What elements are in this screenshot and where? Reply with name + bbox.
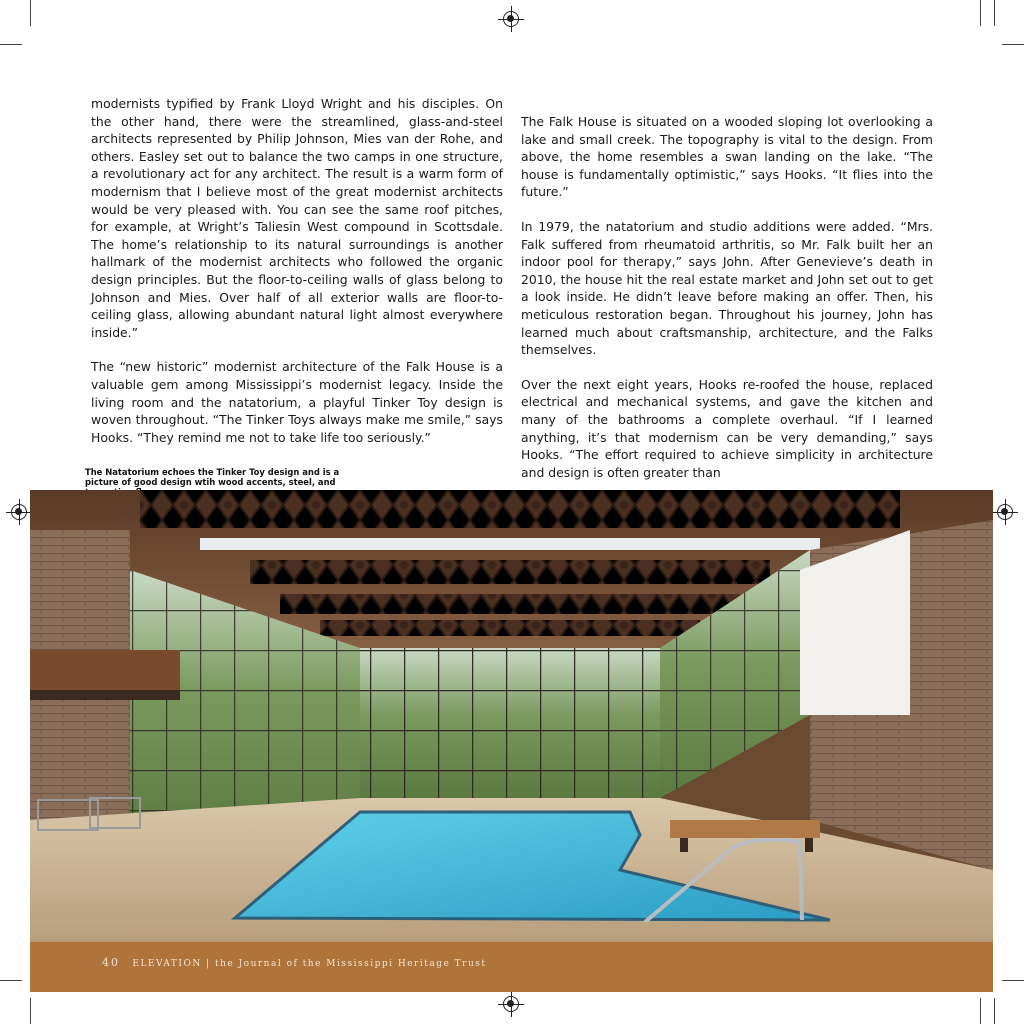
registration-mark-icon	[997, 504, 1013, 520]
page-footer	[30, 942, 993, 992]
paragraph: Over the next eight years, Hooks re-roofed the house, replaced electrical and mechanical systems, and gave the kitchen and many of the bathrooms a complete overhaul. “If I learned anything, it’s that modernism can be very demanding,” says Hooks. “The effort required to achieve simplicity in architecture and design is often greater than	[521, 376, 933, 480]
page-number: 40	[102, 956, 120, 969]
crop-mark	[0, 44, 22, 45]
paragraph: The “new historic” modernist architecture of the Falk House is a valuable gem among Mississippi’s modernist legacy. Inside the living room and the natatorium, a playful Tinker Toy design is woven throughout. “The Tinker Toys always make me smile,” says Hooks. “They remind me not to take life too seriously.”	[91, 359, 503, 445]
article-column-right	[521, 113, 933, 498]
crop-mark	[980, 998, 981, 1024]
natatorium-photo	[30, 490, 993, 942]
registration-mark-icon	[503, 996, 519, 1012]
paragraph: The Falk House is situated on a wooded sloping lot overlooking a lake and small creek. The topography is vital to the design. From above, the home resembles a swan landing on the lake. “The house is fundamentally optimistic,” says Hooks. “It flies into the future.”	[521, 114, 933, 200]
registration-mark-icon	[11, 504, 27, 520]
crop-mark	[0, 980, 22, 981]
registration-mark-icon	[503, 11, 519, 27]
crop-mark	[30, 998, 31, 1024]
journal-title: ELEVATION | the Journal of the Mississippi Heritage Trust	[132, 959, 487, 969]
crop-mark	[1002, 44, 1024, 45]
crop-mark	[1002, 980, 1024, 981]
crop-mark	[994, 0, 995, 26]
crop-mark	[994, 998, 995, 1024]
photo-caption: The Natatorium echoes the Tinker Toy design and is a picture of good design wtih wood accents, steel, and	[85, 467, 340, 487]
paragraph: In 1979, the natatorium and studio additions were added. “Mrs. Falk suffered from rheumatoid arthritis, so Mr. Falk built her an indoor pool for therapy,” says John. After Genevieve’s death in 2010, the house hit the real estate market and John set out to get a look inside. He didn’t leave before making an offer. Then, his meticulous restoration began. Throughout his journey, John has learned much about craftsmanship, architecture, and the Falks themselves.	[521, 218, 933, 358]
crop-mark	[980, 0, 981, 26]
footer-text	[102, 956, 487, 969]
crop-mark	[30, 0, 31, 26]
paragraph: modernists typified by Frank Lloyd Wright and his disciples. On the other hand, there were the streamlined, glass-and-steel architects represented by Philip Johnson, Mies van der Rohe, and others. Easley set out to balance the two camps in one structure, a revolutionary act for any architect. The result is a warm form of modernism that I believe most of the great modernist architects would be very pleased with. You can see the same roof pitches, for example, at Wright’s Taliesin West compound in Scottsdale. The home’s relationship to its natural surroundings is another hallmark of the modernist architects who followed the organic design principles. But the floor-to-ceiling walls of glass belong to Johnson and Mies. Over half of all exterior walls are floor-to-ceiling glass, allowing abundant natural light almost everywhere inside.”	[91, 96, 503, 340]
article-column-left	[91, 95, 503, 463]
